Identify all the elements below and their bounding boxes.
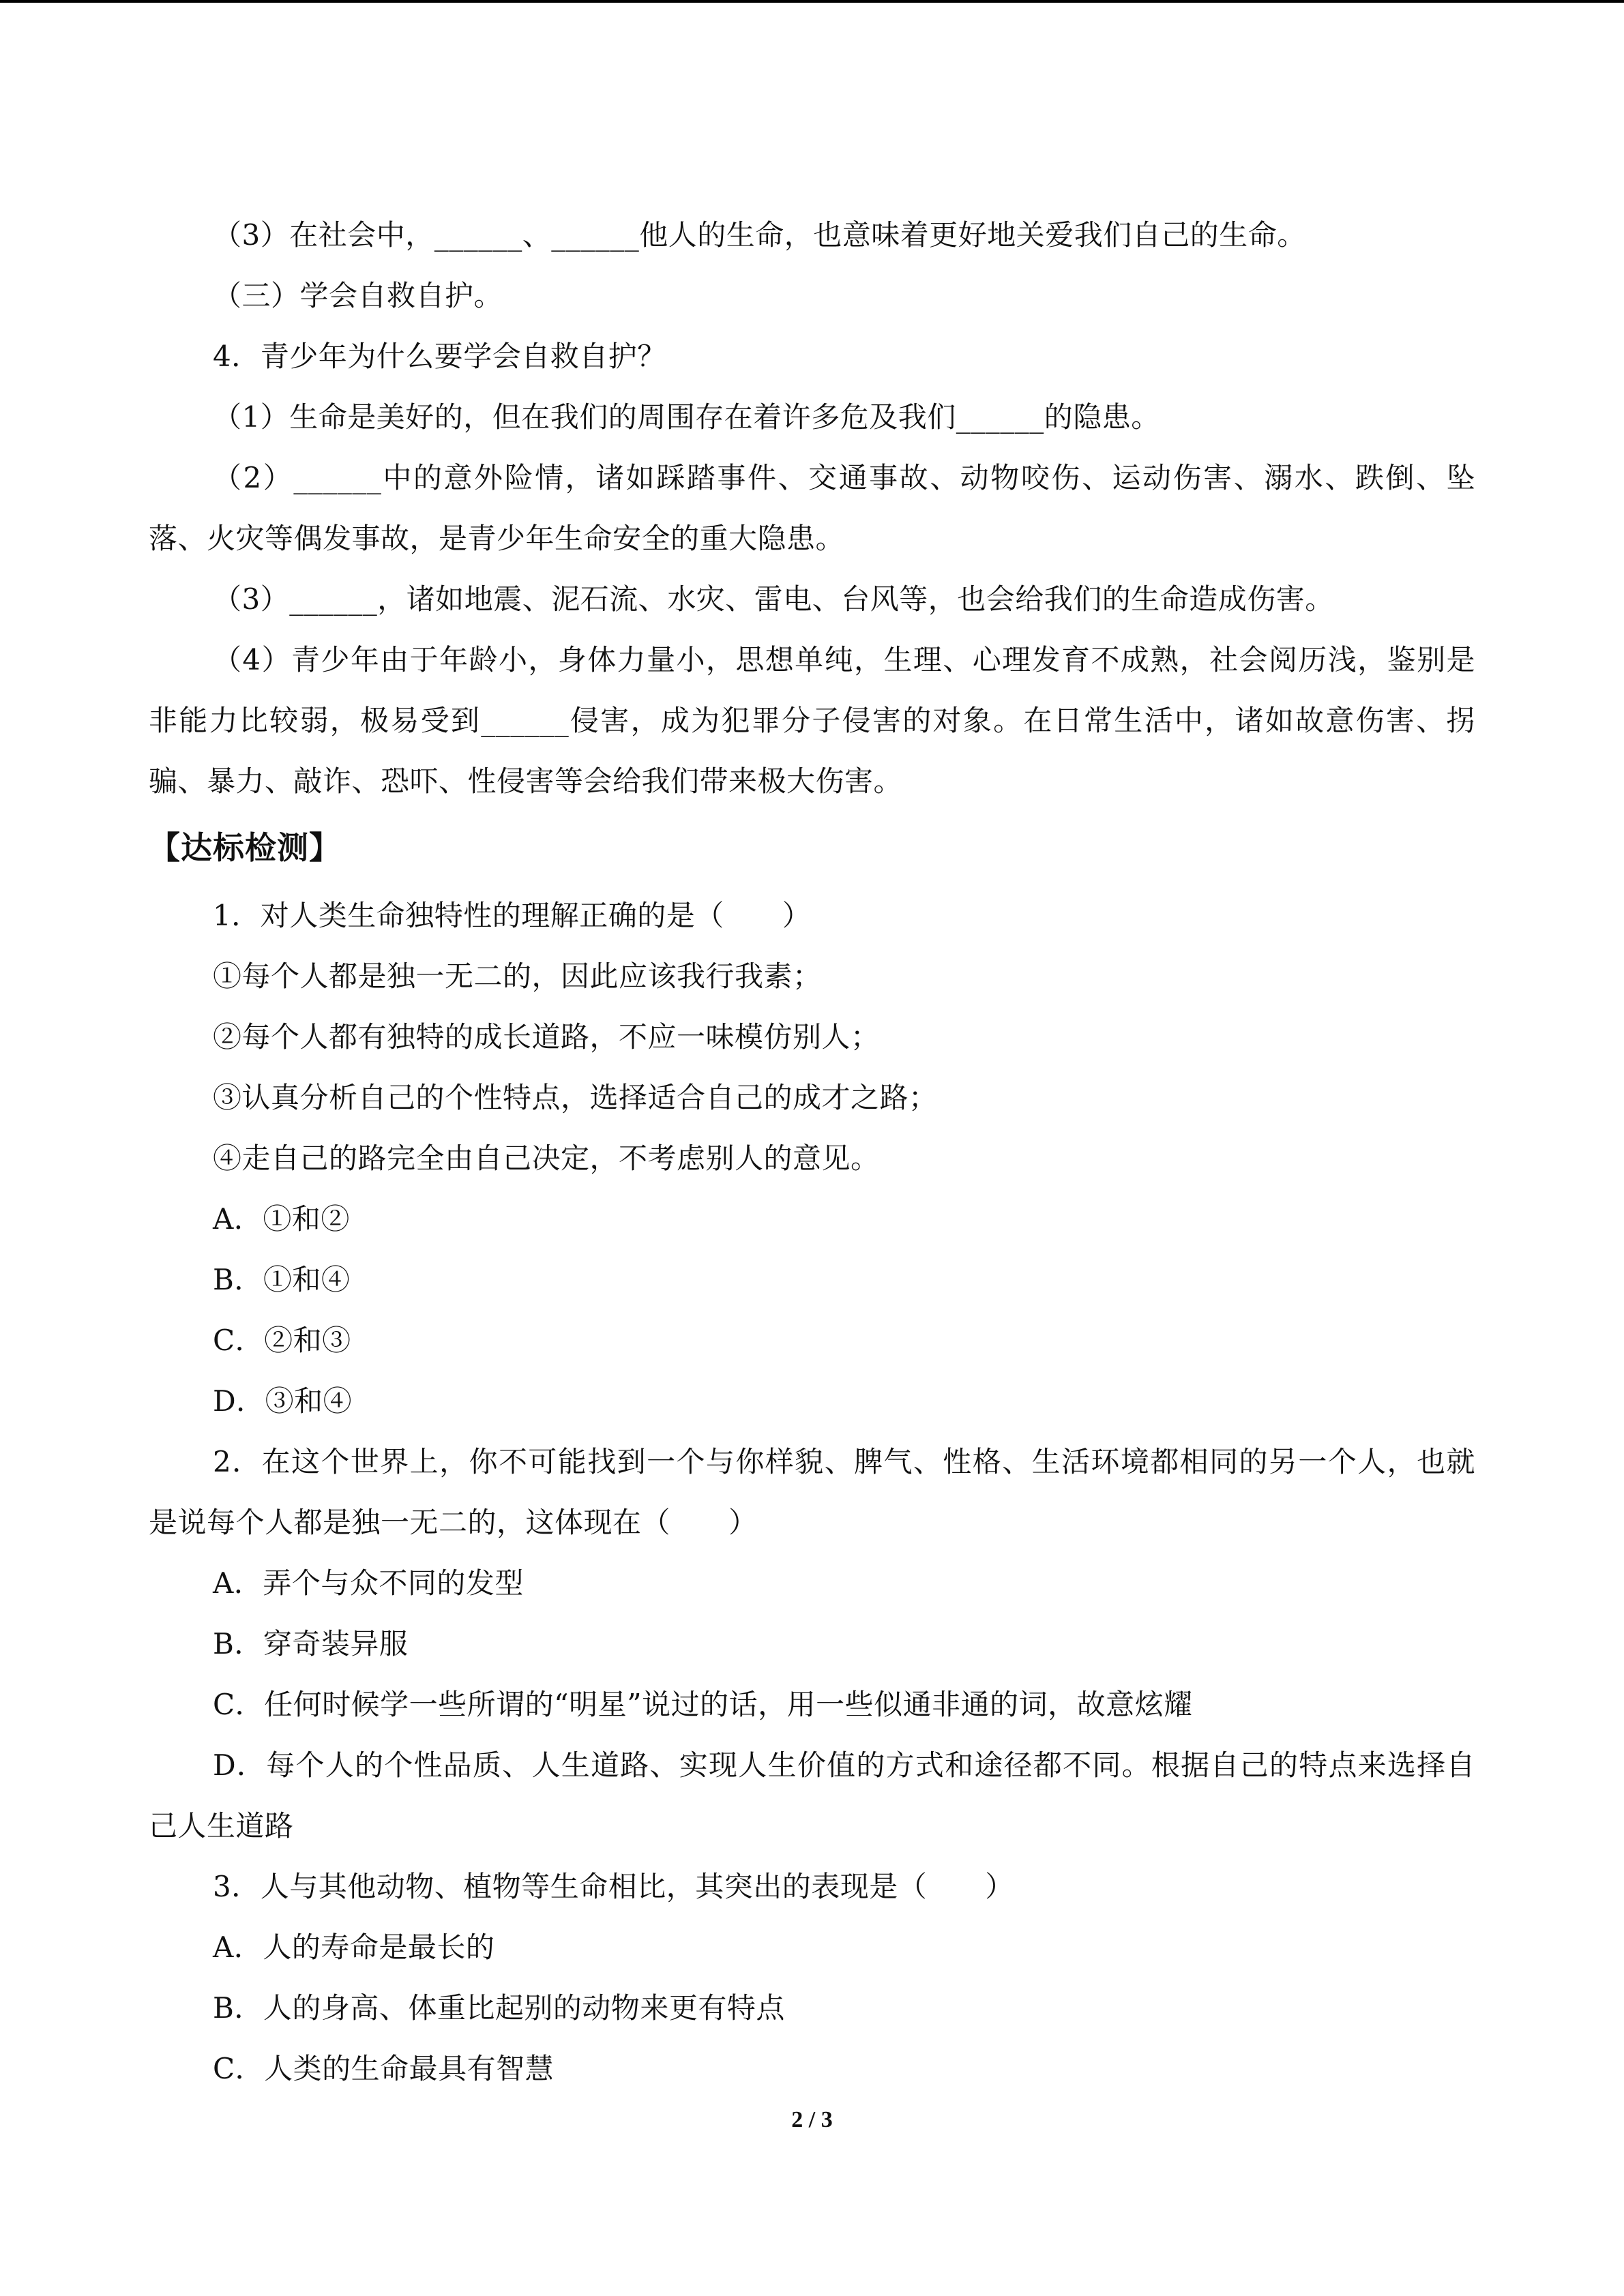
option-d: D．每个人的个性品质、人生道路、实现人生价值的方式和途径都不同。根据自己的特点来选择自己人生道路 bbox=[149, 1748, 1475, 1843]
option-b: B．人的身高、体重比起别的动物来更有特点 bbox=[213, 1991, 785, 2025]
question-3 bbox=[149, 1856, 1475, 2099]
statement-1: ①每个人都是独一无二的，因此应该我行我素； bbox=[213, 959, 822, 993]
option-b: B．穿奇装异服 bbox=[213, 1627, 409, 1660]
q4-item-4: （4）青少年由于年龄小，身体力量小，思想单纯，生理、心理发育不成熟，社会阅历浅，鉴别是非能力比较弱，极易受到______侵害，成为犯罪分子侵害的对象。在日常生活中，诸如故意伤害、拐骗、暴力、敲诈、恐吓、性侵害等会给我们带来极大伤害。 bbox=[149, 643, 1475, 798]
statement-2: ②每个人都有独特的成长道路，不应一味模仿别人； bbox=[213, 1020, 880, 1054]
option-b: B．①和④ bbox=[213, 1263, 351, 1296]
question-stem: 1．对人类生命独特性的理解正确的是（ ） bbox=[213, 899, 812, 932]
option-c: C．②和③ bbox=[213, 1324, 351, 1357]
q4-item-2: （2）______中的意外险情，诸如踩踏事件、交通事故、动物咬伤、运动伤害、溺水、跌倒、坠落、火灾等偶发事故，是青少年生命安全的重大隐患。 bbox=[149, 461, 1475, 555]
question-2 bbox=[149, 1431, 1475, 1856]
question-stem: 3．人与其他动物、植物等生命相比，其突出的表现是（ ） bbox=[213, 1870, 1014, 1903]
q3-fill-in: （3）在社会中，______、______他人的生命，也意味着更好地关爱我们自己的生命。 bbox=[213, 218, 1306, 252]
option-c: C．人类的生命最具有智慧 bbox=[213, 2052, 555, 2085]
option-a: A．人的寿命是最长的 bbox=[213, 1930, 495, 1964]
sub-heading-self-rescue: （三）学会自救自护。 bbox=[213, 279, 503, 312]
q4-item-1: （1）生命是美好的，但在我们的周围存在着许多危及我们______的隐患。 bbox=[213, 400, 1160, 434]
option-c: C．任何时候学一些所谓的“明星”说过的话，用一些似通非通的词，故意炫耀 bbox=[213, 1688, 1193, 1721]
document-body bbox=[149, 205, 1475, 2099]
q4-title: 4．青少年为什么要学会自救自护？ bbox=[213, 340, 666, 373]
option-a: A．弄个与众不同的发型 bbox=[213, 1566, 524, 1600]
question-stem: 2．在这个世界上，你不可能找到一个与你样貌、脾气、性格、生活环境都相同的另一个人，也就是说每个人都是独一无二的，这体现在（ ） bbox=[149, 1445, 1475, 1539]
page-number: 2 / 3 bbox=[791, 2107, 833, 2132]
statement-4: ④走自己的路完全由自己决定，不考虑别人的意见。 bbox=[213, 1142, 880, 1175]
question-1 bbox=[149, 885, 1475, 1431]
section-heading: 【达标检测】 bbox=[149, 829, 341, 866]
option-a: A．①和② bbox=[213, 1202, 350, 1236]
option-d: D．③和④ bbox=[213, 1384, 353, 1418]
statement-3: ③认真分析自己的个性特点，选择适合自己的成才之路； bbox=[213, 1081, 938, 1114]
top-border bbox=[0, 0, 1624, 3]
q4-item-3: （3）______，诸如地震、泥石流、水灾、雷电、台风等，也会给我们的生命造成伤害。 bbox=[213, 582, 1334, 616]
